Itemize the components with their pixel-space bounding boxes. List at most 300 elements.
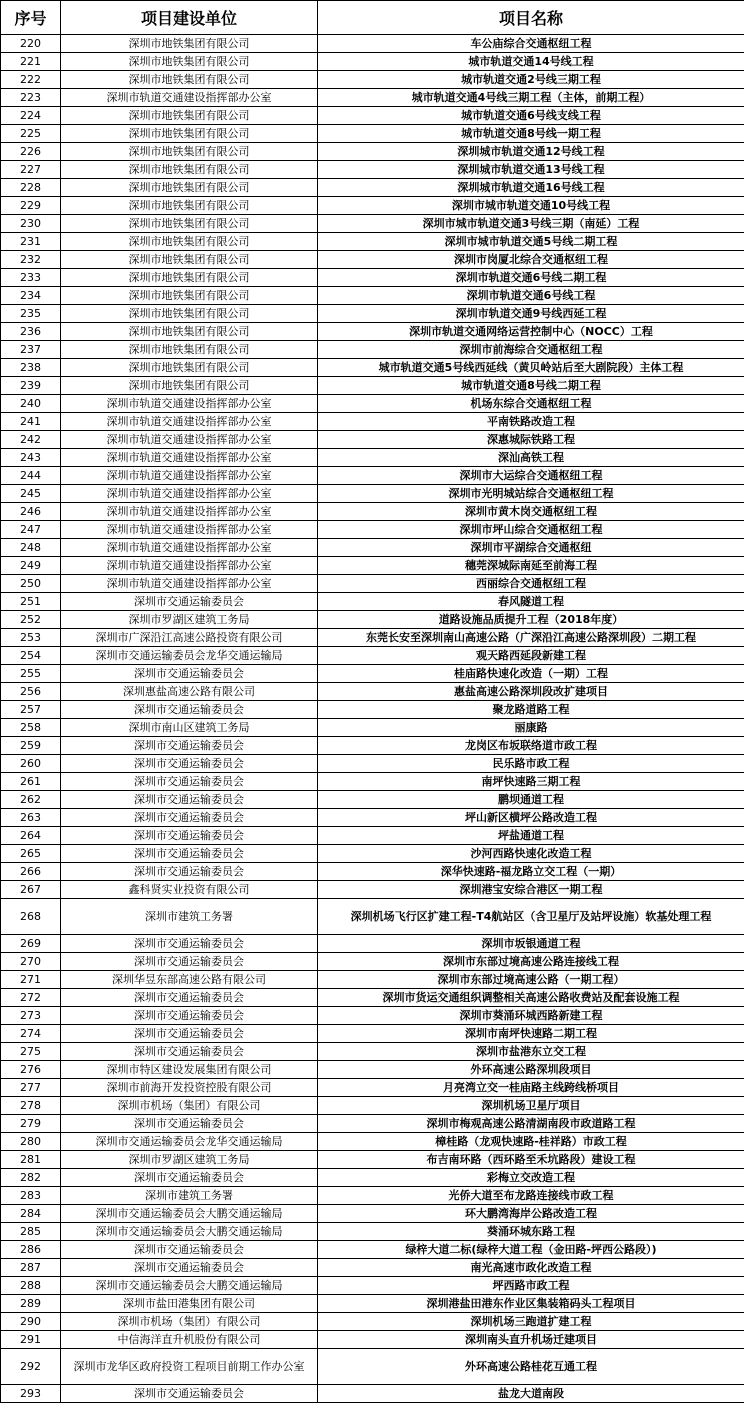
- table-row: [1, 1169, 744, 1187]
- construction-unit-cell: 中信海洋直升机股份有限公司: [61, 1331, 318, 1349]
- table-row: [1, 161, 744, 179]
- table-row: [1, 107, 744, 125]
- construction-unit-cell: 深圳市交通运输委员会: [61, 737, 318, 755]
- table-row: [1, 197, 744, 215]
- table-row: [1, 755, 744, 773]
- construction-unit-cell: 深圳市交通运输委员会: [61, 593, 318, 611]
- row-number-cell: 262: [1, 791, 61, 809]
- project-name-cell: 观天路西延段新建工程: [318, 647, 744, 665]
- row-number-cell: 225: [1, 125, 61, 143]
- row-number-cell: 259: [1, 737, 61, 755]
- table-row: [1, 251, 744, 269]
- project-name-cell: 深圳市轨道交通9号线西延工程: [318, 305, 744, 323]
- construction-unit-cell: 深圳市交通运输委员会: [61, 845, 318, 863]
- construction-unit-cell: 深圳市机场（集团）有限公司: [61, 1313, 318, 1331]
- construction-unit-cell: 深圳市轨道交通建设指挥部办公室: [61, 467, 318, 485]
- construction-unit-cell: 深圳华昱东部高速公路有限公司: [61, 971, 318, 989]
- table-row: [1, 809, 744, 827]
- table-row: [1, 665, 744, 683]
- construction-unit-cell: 深圳市交通运输委员会: [61, 953, 318, 971]
- construction-unit-cell: 深圳市地铁集团有限公司: [61, 287, 318, 305]
- row-number-cell: 241: [1, 413, 61, 431]
- row-number-cell: 246: [1, 503, 61, 521]
- construction-unit-cell: 深圳市交通运输委员会: [61, 863, 318, 881]
- table-row: [1, 413, 744, 431]
- project-name-cell: 惠盐高速公路深圳段改扩建项目: [318, 683, 744, 701]
- row-number-cell: 223: [1, 89, 61, 107]
- header-no: 序号: [1, 1, 61, 35]
- project-name-cell: 聚龙路道路工程: [318, 701, 744, 719]
- project-name-cell: 深圳市轨道交通6号线工程: [318, 287, 744, 305]
- construction-unit-cell: 深圳市地铁集团有限公司: [61, 71, 318, 89]
- table-row: [1, 845, 744, 863]
- table-row: [1, 1205, 744, 1223]
- table-row: [1, 1043, 744, 1061]
- project-name-cell: 布吉南环路（西环路至禾坑路段）建设工程: [318, 1151, 744, 1169]
- construction-unit-cell: 深圳市交通运输委员会: [61, 827, 318, 845]
- project-name-cell: 城市轨道交通4号线三期工程（主体，前期工程）: [318, 89, 744, 107]
- construction-unit-cell: 深圳市交通运输委员会: [61, 665, 318, 683]
- row-number-cell: 228: [1, 179, 61, 197]
- project-name-cell: 城市轨道交通14号线工程: [318, 53, 744, 71]
- row-number-cell: 252: [1, 611, 61, 629]
- construction-unit-cell: 深圳市交通运输委员会龙华交通运输局: [61, 1133, 318, 1151]
- row-number-cell: 256: [1, 683, 61, 701]
- row-number-cell: 282: [1, 1169, 61, 1187]
- construction-unit-cell: 深圳市交通运输委员会: [61, 1241, 318, 1259]
- project-name-cell: 深圳市轨道交通网络运营控制中心（NOCC）工程: [318, 323, 744, 341]
- table-row: [1, 791, 744, 809]
- project-name-cell: 机场东综合交通枢纽工程: [318, 395, 744, 413]
- row-number-cell: 224: [1, 107, 61, 125]
- row-number-cell: 244: [1, 467, 61, 485]
- row-number-cell: 271: [1, 971, 61, 989]
- table-row: [1, 683, 744, 701]
- table-row: [1, 1115, 744, 1133]
- table-row: [1, 395, 744, 413]
- construction-unit-cell: 深圳市轨道交通建设指挥部办公室: [61, 431, 318, 449]
- construction-unit-cell: 深圳市罗湖区建筑工务局: [61, 611, 318, 629]
- project-name-cell: 平南铁路改造工程: [318, 413, 744, 431]
- project-name-cell: 深圳市坪山综合交通枢纽工程: [318, 521, 744, 539]
- construction-unit-cell: 深圳市轨道交通建设指挥部办公室: [61, 395, 318, 413]
- project-name-cell: 春风隧道工程: [318, 593, 744, 611]
- row-number-cell: 245: [1, 485, 61, 503]
- row-number-cell: 249: [1, 557, 61, 575]
- project-name-cell: 深圳港宝安综合港区一期工程: [318, 881, 744, 899]
- row-number-cell: 268: [1, 899, 61, 935]
- row-number-cell: 278: [1, 1097, 61, 1115]
- table-row: [1, 35, 744, 53]
- construction-unit-cell: 深圳市机场（集团）有限公司: [61, 1097, 318, 1115]
- construction-unit-cell: 深圳市交通运输委员会大鹏交通运输局: [61, 1205, 318, 1223]
- project-name-cell: 深圳市岗厦北综合交通枢纽工程: [318, 251, 744, 269]
- project-name-cell: 深圳市盐港东立交工程: [318, 1043, 744, 1061]
- construction-unit-cell: 深圳市前海开发投资控股有限公司: [61, 1079, 318, 1097]
- row-number-cell: 258: [1, 719, 61, 737]
- table-row: [1, 611, 744, 629]
- table-row: [1, 899, 744, 935]
- project-name-cell: 鹏坝通道工程: [318, 791, 744, 809]
- row-number-cell: 281: [1, 1151, 61, 1169]
- table-row: [1, 485, 744, 503]
- row-number-cell: 230: [1, 215, 61, 233]
- row-number-cell: 272: [1, 989, 61, 1007]
- construction-unit-cell: 深圳市轨道交通建设指挥部办公室: [61, 89, 318, 107]
- project-name-cell: 南光高速市政化改造工程: [318, 1259, 744, 1277]
- table-row: [1, 989, 744, 1007]
- row-number-cell: 279: [1, 1115, 61, 1133]
- project-name-cell: 月亮湾立交一桂庙路主线跨线桥项目: [318, 1079, 744, 1097]
- table-row: [1, 143, 744, 161]
- construction-unit-cell: 深圳市地铁集团有限公司: [61, 377, 318, 395]
- construction-unit-cell: 深圳市罗湖区建筑工务局: [61, 1151, 318, 1169]
- project-name-cell: 深圳市黄木岗交通枢纽工程: [318, 503, 744, 521]
- row-number-cell: 290: [1, 1313, 61, 1331]
- project-name-cell: 深圳市坂银通道工程: [318, 935, 744, 953]
- construction-unit-cell: 深圳市轨道交通建设指挥部办公室: [61, 539, 318, 557]
- construction-unit-cell: 深圳惠盐高速公路有限公司: [61, 683, 318, 701]
- construction-unit-cell: 深圳市地铁集团有限公司: [61, 233, 318, 251]
- table-row: [1, 557, 744, 575]
- construction-unit-cell: 深圳市交通运输委员会: [61, 809, 318, 827]
- row-number-cell: 232: [1, 251, 61, 269]
- row-number-cell: 236: [1, 323, 61, 341]
- table-row: [1, 1295, 744, 1313]
- table-row: [1, 1241, 744, 1259]
- table-row: [1, 53, 744, 71]
- project-name-cell: 葵涌环城东路工程: [318, 1223, 744, 1241]
- row-number-cell: 248: [1, 539, 61, 557]
- table-row: [1, 1385, 744, 1403]
- project-name-cell: 深圳机场飞行区扩建工程-T4航站区（含卫星厅及站坪设施）软基处理工程: [318, 899, 744, 935]
- project-name-cell: 东莞长安至深圳南山高速公路（广深沿江高速公路深圳段）二期工程: [318, 629, 744, 647]
- table-row: [1, 1025, 744, 1043]
- project-name-cell: 绿梓大道二标(绿梓大道工程（金田路-坪西公路段）): [318, 1241, 744, 1259]
- project-name-cell: 深圳市东部过境高速公路连接线工程: [318, 953, 744, 971]
- construction-unit-cell: 深圳市交通运输委员会: [61, 755, 318, 773]
- construction-unit-cell: 深圳市交通运输委员会: [61, 1115, 318, 1133]
- table-row: [1, 539, 744, 557]
- project-name-cell: 樟桂路（龙观快速路-桂祥路）市政工程: [318, 1133, 744, 1151]
- project-name-cell: 深惠城际铁路工程: [318, 431, 744, 449]
- construction-unit-cell: 深圳市地铁集团有限公司: [61, 251, 318, 269]
- row-number-cell: 274: [1, 1025, 61, 1043]
- table-row: [1, 359, 744, 377]
- table-row: [1, 1277, 744, 1295]
- table-row: [1, 827, 744, 845]
- project-name-cell: 沙河西路快速化改造工程: [318, 845, 744, 863]
- row-number-cell: 270: [1, 953, 61, 971]
- table-row: [1, 323, 744, 341]
- row-number-cell: 235: [1, 305, 61, 323]
- table-row: [1, 1061, 744, 1079]
- construction-unit-cell: 深圳市交通运输委员会: [61, 1025, 318, 1043]
- project-name-cell: 深圳市葵涌环城西路新建工程: [318, 1007, 744, 1025]
- construction-unit-cell: 深圳市轨道交通建设指挥部办公室: [61, 413, 318, 431]
- table-row: [1, 1079, 744, 1097]
- construction-unit-cell: 深圳市地铁集团有限公司: [61, 269, 318, 287]
- row-number-cell: 265: [1, 845, 61, 863]
- row-number-cell: 238: [1, 359, 61, 377]
- row-number-cell: 283: [1, 1187, 61, 1205]
- table-row: [1, 1331, 744, 1349]
- row-number-cell: 291: [1, 1331, 61, 1349]
- construction-unit-cell: 深圳市地铁集团有限公司: [61, 35, 318, 53]
- row-number-cell: 239: [1, 377, 61, 395]
- construction-unit-cell: 深圳市交通运输委员会: [61, 1043, 318, 1061]
- row-number-cell: 255: [1, 665, 61, 683]
- row-number-cell: 220: [1, 35, 61, 53]
- project-name-cell: 坪山新区横坪公路改造工程: [318, 809, 744, 827]
- project-name-cell: 城市轨道交通6号线支线工程: [318, 107, 744, 125]
- project-name-cell: 彩梅立交改造工程: [318, 1169, 744, 1187]
- project-name-cell: 深圳市东部过境高速公路（一期工程）: [318, 971, 744, 989]
- row-number-cell: 233: [1, 269, 61, 287]
- row-number-cell: 285: [1, 1223, 61, 1241]
- table-row: [1, 1007, 744, 1025]
- construction-unit-cell: 深圳市交通运输委员会: [61, 1259, 318, 1277]
- row-number-cell: 253: [1, 629, 61, 647]
- row-number-cell: 247: [1, 521, 61, 539]
- project-name-cell: 车公庙综合交通枢纽工程: [318, 35, 744, 53]
- construction-unit-cell: 深圳市交通运输委员会: [61, 1007, 318, 1025]
- row-number-cell: 257: [1, 701, 61, 719]
- project-name-cell: 桂庙路快速化改造（一期）工程: [318, 665, 744, 683]
- table-row: [1, 89, 744, 107]
- row-number-cell: 288: [1, 1277, 61, 1295]
- project-name-cell: 深圳机场三跑道扩建工程: [318, 1313, 744, 1331]
- row-number-cell: 287: [1, 1259, 61, 1277]
- row-number-cell: 221: [1, 53, 61, 71]
- table-row: [1, 233, 744, 251]
- row-number-cell: 226: [1, 143, 61, 161]
- project-name-cell: 西丽综合交通枢纽工程: [318, 575, 744, 593]
- table-row: [1, 737, 744, 755]
- table-row: [1, 953, 744, 971]
- row-number-cell: 243: [1, 449, 61, 467]
- row-number-cell: 292: [1, 1349, 61, 1385]
- table-row: [1, 881, 744, 899]
- row-number-cell: 234: [1, 287, 61, 305]
- table-row: [1, 629, 744, 647]
- construction-unit-cell: 深圳市轨道交通建设指挥部办公室: [61, 521, 318, 539]
- construction-unit-cell: 深圳市地铁集团有限公司: [61, 161, 318, 179]
- construction-unit-cell: 深圳市交通运输委员会龙华交通运输局: [61, 647, 318, 665]
- row-number-cell: 289: [1, 1295, 61, 1313]
- table-row: [1, 575, 744, 593]
- project-name-cell: 深圳港盐田港东作业区集装箱码头工程项目: [318, 1295, 744, 1313]
- construction-unit-cell: 深圳市交通运输委员会: [61, 773, 318, 791]
- project-name-cell: 深圳市平湖综合交通枢纽: [318, 539, 744, 557]
- row-number-cell: 269: [1, 935, 61, 953]
- construction-unit-cell: 深圳市地铁集团有限公司: [61, 179, 318, 197]
- project-name-cell: 深圳市大运综合交通枢纽工程: [318, 467, 744, 485]
- table-row: [1, 287, 744, 305]
- construction-unit-cell: 深圳市地铁集团有限公司: [61, 215, 318, 233]
- construction-unit-cell: 深圳市建筑工务署: [61, 899, 318, 935]
- construction-unit-cell: 深圳市地铁集团有限公司: [61, 323, 318, 341]
- project-name-cell: 深圳市前海综合交通枢纽工程: [318, 341, 744, 359]
- table-row: [1, 1187, 744, 1205]
- project-name-cell: 坪盐通道工程: [318, 827, 744, 845]
- table-row: [1, 935, 744, 953]
- header-row: [1, 1, 744, 35]
- row-number-cell: 293: [1, 1385, 61, 1403]
- row-number-cell: 250: [1, 575, 61, 593]
- construction-unit-cell: 深圳市地铁集团有限公司: [61, 359, 318, 377]
- project-name-cell: 深圳市城市轨道交通10号线工程: [318, 197, 744, 215]
- project-name-cell: 深圳市光明城站综合交通枢纽工程: [318, 485, 744, 503]
- construction-unit-cell: 深圳市地铁集团有限公司: [61, 143, 318, 161]
- construction-unit-cell: 深圳市地铁集团有限公司: [61, 305, 318, 323]
- row-number-cell: 280: [1, 1133, 61, 1151]
- row-number-cell: 237: [1, 341, 61, 359]
- construction-unit-cell: 深圳市特区建设发展集团有限公司: [61, 1061, 318, 1079]
- row-number-cell: 284: [1, 1205, 61, 1223]
- table-row: [1, 125, 744, 143]
- row-number-cell: 264: [1, 827, 61, 845]
- row-number-cell: 260: [1, 755, 61, 773]
- project-name-cell: 环大鹏湾海岸公路改造工程: [318, 1205, 744, 1223]
- table-row: [1, 971, 744, 989]
- construction-unit-cell: 深圳市轨道交通建设指挥部办公室: [61, 503, 318, 521]
- table-row: [1, 521, 744, 539]
- project-name-cell: 深圳城市轨道交通16号线工程: [318, 179, 744, 197]
- project-name-cell: 龙岗区布坂联络道市政工程: [318, 737, 744, 755]
- construction-unit-cell: 深圳市交通运输委员会: [61, 791, 318, 809]
- project-name-cell: 城市轨道交通5号线西延线（黄贝岭站后至大剧院段）主体工程: [318, 359, 744, 377]
- table-row: [1, 1223, 744, 1241]
- project-name-cell: 城市轨道交通8号线二期工程: [318, 377, 744, 395]
- row-number-cell: 231: [1, 233, 61, 251]
- project-name-cell: 南坪快速路三期工程: [318, 773, 744, 791]
- table-row: [1, 467, 744, 485]
- project-name-cell: 深圳城市轨道交通13号线工程: [318, 161, 744, 179]
- table-row: [1, 71, 744, 89]
- construction-unit-cell: 深圳市交通运输委员会大鹏交通运输局: [61, 1223, 318, 1241]
- construction-unit-cell: 深圳市轨道交通建设指挥部办公室: [61, 557, 318, 575]
- table-row: [1, 179, 744, 197]
- construction-unit-cell: 深圳市交通运输委员会大鹏交通运输局: [61, 1277, 318, 1295]
- table-row: [1, 701, 744, 719]
- table-row: [1, 1151, 744, 1169]
- construction-unit-cell: 深圳市地铁集团有限公司: [61, 125, 318, 143]
- project-name-cell: 深汕高铁工程: [318, 449, 744, 467]
- project-name-cell: 外环高速公路桂花互通工程: [318, 1349, 744, 1385]
- row-number-cell: 286: [1, 1241, 61, 1259]
- table-row: [1, 305, 744, 323]
- project-name-cell: 外环高速公路深圳段项目: [318, 1061, 744, 1079]
- header-name: 项目名称: [318, 1, 744, 35]
- project-name-cell: 深华快速路-福龙路立交工程（一期）: [318, 863, 744, 881]
- row-number-cell: 263: [1, 809, 61, 827]
- table-row: [1, 1097, 744, 1115]
- row-number-cell: 275: [1, 1043, 61, 1061]
- row-number-cell: 227: [1, 161, 61, 179]
- construction-unit-cell: 深圳市龙华区政府投资工程项目前期工作办公室: [61, 1349, 318, 1385]
- project-name-cell: 穗莞深城际南延至前海工程: [318, 557, 744, 575]
- construction-unit-cell: 深圳市交通运输委员会: [61, 701, 318, 719]
- table-row: [1, 1313, 744, 1331]
- project-name-cell: 民乐路市政工程: [318, 755, 744, 773]
- table-row: [1, 647, 744, 665]
- project-name-cell: 城市轨道交通8号线一期工程: [318, 125, 744, 143]
- project-name-cell: 深圳机场卫星厅项目: [318, 1097, 744, 1115]
- project-name-cell: 丽康路: [318, 719, 744, 737]
- project-name-cell: 深圳市城市轨道交通5号线二期工程: [318, 233, 744, 251]
- construction-unit-cell: 深圳市广深沿江高速公路投资有限公司: [61, 629, 318, 647]
- header-unit: 项目建设单位: [61, 1, 318, 35]
- row-number-cell: 276: [1, 1061, 61, 1079]
- project-name-cell: 城市轨道交通2号线三期工程: [318, 71, 744, 89]
- row-number-cell: 222: [1, 71, 61, 89]
- table-row: [1, 269, 744, 287]
- construction-unit-cell: 深圳市交通运输委员会: [61, 935, 318, 953]
- project-name-cell: 光侨大道至布龙路连接线市政工程: [318, 1187, 744, 1205]
- row-number-cell: 240: [1, 395, 61, 413]
- row-number-cell: 273: [1, 1007, 61, 1025]
- table-row: [1, 503, 744, 521]
- construction-unit-cell: 深圳市建筑工务署: [61, 1187, 318, 1205]
- construction-unit-cell: 深圳市交通运输委员会: [61, 989, 318, 1007]
- project-name-cell: 盐龙大道南段: [318, 1385, 744, 1403]
- construction-unit-cell: 深圳市轨道交通建设指挥部办公室: [61, 485, 318, 503]
- construction-unit-cell: 深圳市地铁集团有限公司: [61, 53, 318, 71]
- table-row: [1, 593, 744, 611]
- construction-unit-cell: 深圳市轨道交通建设指挥部办公室: [61, 449, 318, 467]
- table-row: [1, 431, 744, 449]
- row-number-cell: 267: [1, 881, 61, 899]
- construction-unit-cell: 深圳市交通运输委员会: [61, 1169, 318, 1187]
- row-number-cell: 266: [1, 863, 61, 881]
- construction-unit-cell: 深圳市轨道交通建设指挥部办公室: [61, 575, 318, 593]
- project-name-cell: 深圳市梅观高速公路清湖南段市政道路工程: [318, 1115, 744, 1133]
- project-name-cell: 深圳市货运交通组织调整相关高速公路收费站及配套设施工程: [318, 989, 744, 1007]
- table-row: [1, 1259, 744, 1277]
- row-number-cell: 254: [1, 647, 61, 665]
- table-row: [1, 377, 744, 395]
- table-row: [1, 449, 744, 467]
- project-name-cell: 道路设施品质提升工程（2018年度）: [318, 611, 744, 629]
- project-name-cell: 深圳市南坪快速路二期工程: [318, 1025, 744, 1043]
- table-row: [1, 863, 744, 881]
- project-name-cell: 深圳城市轨道交通12号线工程: [318, 143, 744, 161]
- construction-unit-cell: 深圳市盐田港集团有限公司: [61, 1295, 318, 1313]
- construction-unit-cell: 深圳市交通运输委员会: [61, 1385, 318, 1403]
- row-number-cell: 251: [1, 593, 61, 611]
- table-row: [1, 341, 744, 359]
- table-row: [1, 1349, 744, 1385]
- construction-unit-cell: 深圳市地铁集团有限公司: [61, 107, 318, 125]
- project-name-cell: 深圳市城市轨道交通3号线三期（南延）工程: [318, 215, 744, 233]
- row-number-cell: 277: [1, 1079, 61, 1097]
- project-name-cell: 深圳市轨道交通6号线二期工程: [318, 269, 744, 287]
- table-row: [1, 773, 744, 791]
- construction-unit-cell: 深圳市地铁集团有限公司: [61, 341, 318, 359]
- construction-unit-cell: 深圳市地铁集团有限公司: [61, 197, 318, 215]
- row-number-cell: 261: [1, 773, 61, 791]
- project-name-cell: 坪西路市政工程: [318, 1277, 744, 1295]
- construction-unit-cell: 深圳市南山区建筑工务局: [61, 719, 318, 737]
- table-body: [1, 35, 744, 1403]
- table-row: [1, 719, 744, 737]
- row-number-cell: 242: [1, 431, 61, 449]
- project-name-cell: 深圳南头直升机场迁建项目: [318, 1331, 744, 1349]
- table-row: [1, 215, 744, 233]
- row-number-cell: 229: [1, 197, 61, 215]
- construction-unit-cell: 鑫科贤实业投资有限公司: [61, 881, 318, 899]
